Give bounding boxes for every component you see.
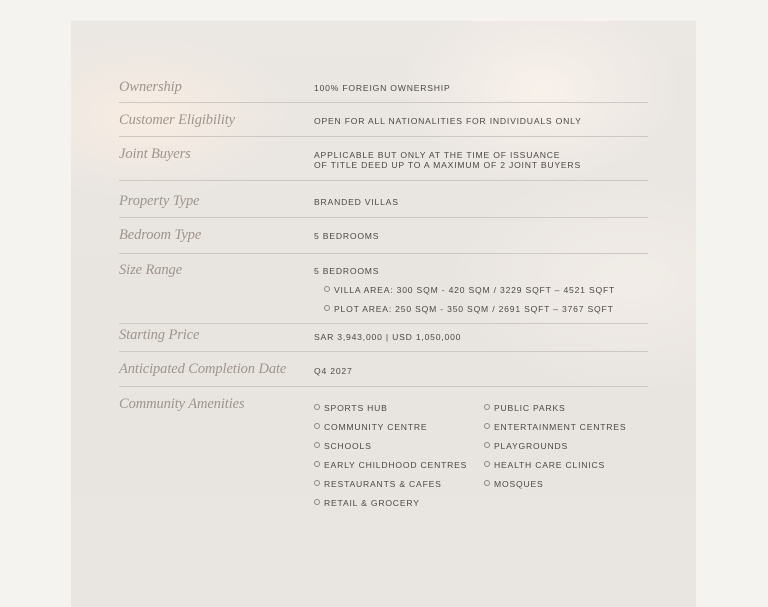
amenity-item xyxy=(484,403,566,413)
row-ownership xyxy=(119,76,648,103)
row-property-type xyxy=(119,181,648,218)
amenity-item xyxy=(314,479,442,489)
amenity-label: HEALTH CARE CLINICS xyxy=(494,460,606,470)
circle-bullet-icon xyxy=(314,442,320,448)
amenity-item xyxy=(314,422,427,432)
amenity-label: ENTERTAINMENT CENTRES xyxy=(494,422,627,432)
amenity-item xyxy=(314,460,467,470)
label-starting-price: Starting Price xyxy=(119,327,200,343)
value-bedroom-type: 5 BEDROOMS xyxy=(314,231,380,241)
amenity-label: SCHOOLS xyxy=(324,441,372,451)
value-size-range: 5 BEDROOMS xyxy=(314,266,380,276)
circle-bullet-icon xyxy=(324,286,330,292)
amenity-item xyxy=(484,460,605,470)
amenity-label: PLAYGROUNDS xyxy=(494,441,569,451)
circle-bullet-icon xyxy=(314,499,320,505)
label-joint-buyers: Joint Buyers xyxy=(119,146,191,162)
amenity-label: PUBLIC PARKS xyxy=(494,403,566,413)
row-starting-price xyxy=(119,324,648,352)
size-range-villa-area: VILLA AREA: 300 SQM - 420 SQM / 3229 SQFT – 4521 SQFT xyxy=(334,285,616,295)
size-range-plot-area: PLOT AREA: 250 SQM - 350 SQM / 2691 SQFT – 3767 SQFT xyxy=(334,304,614,314)
row-completion-date xyxy=(119,352,648,387)
amenity-item xyxy=(314,498,420,508)
circle-bullet-icon xyxy=(484,480,490,486)
row-bedroom-type xyxy=(119,218,648,254)
row-joint-buyers xyxy=(119,137,648,181)
size-range-sub-item xyxy=(324,304,614,314)
label-size-range: Size Range xyxy=(119,262,183,278)
value-customer-eligibility: OPEN FOR ALL NATIONALITIES FOR INDIVIDUALS ONLY xyxy=(314,116,582,126)
amenity-item xyxy=(484,479,544,489)
row-customer-eligibility xyxy=(119,103,648,137)
amenity-item xyxy=(314,403,388,413)
value-completion-date: Q4 2027 xyxy=(314,366,353,376)
amenity-label: COMMUNITY CENTRE xyxy=(324,422,428,432)
amenity-label: MOSQUES xyxy=(494,479,544,489)
label-community-amenities: Community Amenities xyxy=(119,396,245,412)
label-property-type: Property Type xyxy=(119,193,200,209)
amenity-item xyxy=(314,441,372,451)
circle-bullet-icon xyxy=(484,423,490,429)
circle-bullet-icon xyxy=(484,442,490,448)
circle-bullet-icon xyxy=(484,461,490,467)
value-starting-price: SAR 3,943,000 | USD 1,050,000 xyxy=(314,332,462,342)
amenity-item xyxy=(484,422,626,432)
circle-bullet-icon xyxy=(314,423,320,429)
amenity-label: SPORTS HUB xyxy=(324,403,388,413)
value-ownership: 100% FOREIGN OWNERSHIP xyxy=(314,83,451,93)
label-completion-date: Anticipated Completion Date xyxy=(119,361,287,377)
row-community-amenities xyxy=(119,387,648,517)
value-joint-buyers-line2: OF TITLE DEED UP TO A MAXIMUM OF 2 JOINT BUYERS xyxy=(314,160,581,170)
value-joint-buyers-line1: APPLICABLE BUT ONLY AT THE TIME OF ISSUANCE xyxy=(314,150,561,160)
amenity-label: RESTAURANTS & CAFES xyxy=(324,479,442,489)
circle-bullet-icon xyxy=(324,305,330,311)
size-range-sub-item xyxy=(324,285,615,295)
label-customer-eligibility: Customer Eligibility xyxy=(119,112,236,128)
circle-bullet-icon xyxy=(314,480,320,486)
amenity-item xyxy=(484,441,568,451)
details-panel xyxy=(71,21,696,607)
circle-bullet-icon xyxy=(484,404,490,410)
amenity-label: RETAIL & GROCERY xyxy=(324,498,420,508)
circle-bullet-icon xyxy=(314,461,320,467)
label-bedroom-type: Bedroom Type xyxy=(119,227,202,243)
row-size-range xyxy=(119,254,648,324)
value-property-type: BRANDED VILLAS xyxy=(314,197,399,207)
circle-bullet-icon xyxy=(314,404,320,410)
label-ownership: Ownership xyxy=(119,79,182,95)
amenity-label: EARLY CHILDHOOD CENTRES xyxy=(324,460,468,470)
